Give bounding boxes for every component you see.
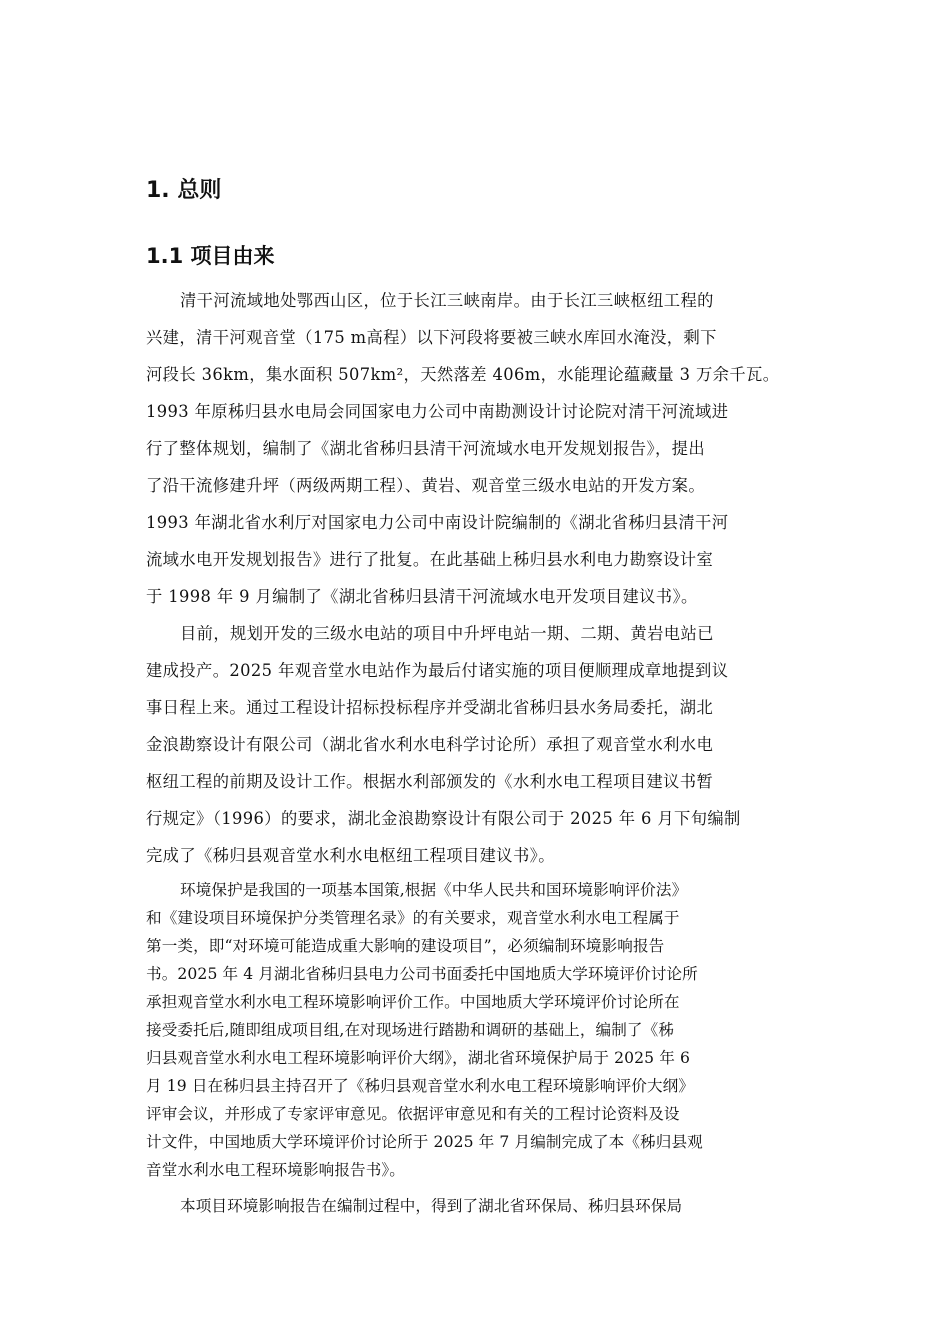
text-line: 事日程上来。通过工程设计招标投标程序并受湖北省秭归县水务局委托，湖北 [146, 698, 714, 717]
text-line: 河段长 36km，集水面积 507km²，天然落差 406m，水能理论蕴藏量 3 万余千瓦。 [146, 365, 780, 384]
text-line: 评审会议，并形成了专家评审意见。依据评审意见和有关的工程讨论资料及设 [146, 1105, 680, 1123]
text-line: 清干河流域地处鄂西山区，位于长江三峡南岸。由于长江三峡枢纽工程的 [180, 291, 714, 310]
text-line: 兴建，清干河观音堂（175 m高程）以下河段将要被三峡水库回水淹没，剩下 [146, 328, 717, 347]
text-line: 归县观音堂水利水电工程环境影响评价大纲》，湖北省环境保护局于 2025 年 6 [146, 1049, 690, 1067]
text-line: 音堂水利水电工程环境影响报告书》。 [146, 1161, 405, 1179]
text-line: 和《建设项目环境保护分类管理名录》的有关要求，观音堂水利水电工程属于 [146, 909, 680, 927]
chapter-title: 1. 总则 [146, 178, 222, 203]
text-line: 于 1998 年 9 月编制了《湖北省秭归县清干河流域水电开发项目建议书》。 [146, 587, 698, 606]
text-line: 行了整体规划，编制了《湖北省秭归县清干河流域水电开发规划报告》，提出 [146, 439, 706, 458]
text-line: 月 19 日在秭归县主持召开了《秭归县观音堂水利水电工程环境影响评价大纲》 [146, 1077, 695, 1095]
text-line: 1993 年原秭归县水电局会同国家电力公司中南勘测设计讨论院对清干河流域进 [146, 402, 729, 421]
text-line: 目前，规划开发的三级水电站的项目中升坪电站一期、二期、黄岩电站已 [180, 624, 714, 643]
text-line: 完成了《秭归县观音堂水利水电枢纽工程项目建议书》。 [146, 846, 555, 865]
text-line: 计文件，中国地质大学环境评价讨论所于 2025 年 7 月编制完成了本《秭归县观 [146, 1133, 703, 1151]
text-line: 建成投产。2025 年观音堂水电站作为最后付诸实施的项目便顺理成章地提到议 [146, 661, 729, 680]
text-line: 书。2025 年 4 月湖北省秭归县电力公司书面委托中国地质大学环境评价讨论所 [146, 965, 698, 983]
text-line: 枢纽工程的前期及设计工作。根据水利部颁发的《水利水电工程项目建议书暂 [146, 772, 714, 791]
text-line: 第一类，即“对环境可能造成重大影响的建设项目”，必须编制环境影响报告 [146, 937, 665, 955]
text-line: 了沿干流修建升坪（两级两期工程）、黄岩、观音堂三级水电站的开发方案。 [146, 476, 706, 495]
text-line: 环境保护是我国的一项基本国策,根据《中华人民共和国环境影响评价法》 [180, 881, 688, 899]
text-line: 接受委托后,随即组成项目组,在对现场进行踏勘和调研的基础上，编制了《秭 [146, 1021, 675, 1039]
text-line: 金浪勘察设计有限公司（湖北省水利水电科学讨论所）承担了观音堂水利水电 [146, 735, 714, 754]
text-line: 流域水电开发规划报告》进行了批复。在此基础上秭归县水利电力勘察设计室 [146, 550, 714, 569]
section-title: 1.1 项目由来 [146, 244, 275, 268]
text-line: 行规定》（1996）的要求，湖北金浪勘察设计有限公司于 2025 年 6 月下旬编制 [146, 809, 741, 828]
text-line: 1993 年湖北省水利厅对国家电力公司中南设计院编制的《湖北省秭归县清干河 [146, 513, 729, 532]
text-line: 承担观音堂水利水电工程环境影响评价工作。中国地质大学环境评价讨论所在 [146, 993, 680, 1011]
text-line: 本项目环境影响报告在编制过程中，得到了湖北省环保局、秭归县环保局 [180, 1197, 683, 1215]
